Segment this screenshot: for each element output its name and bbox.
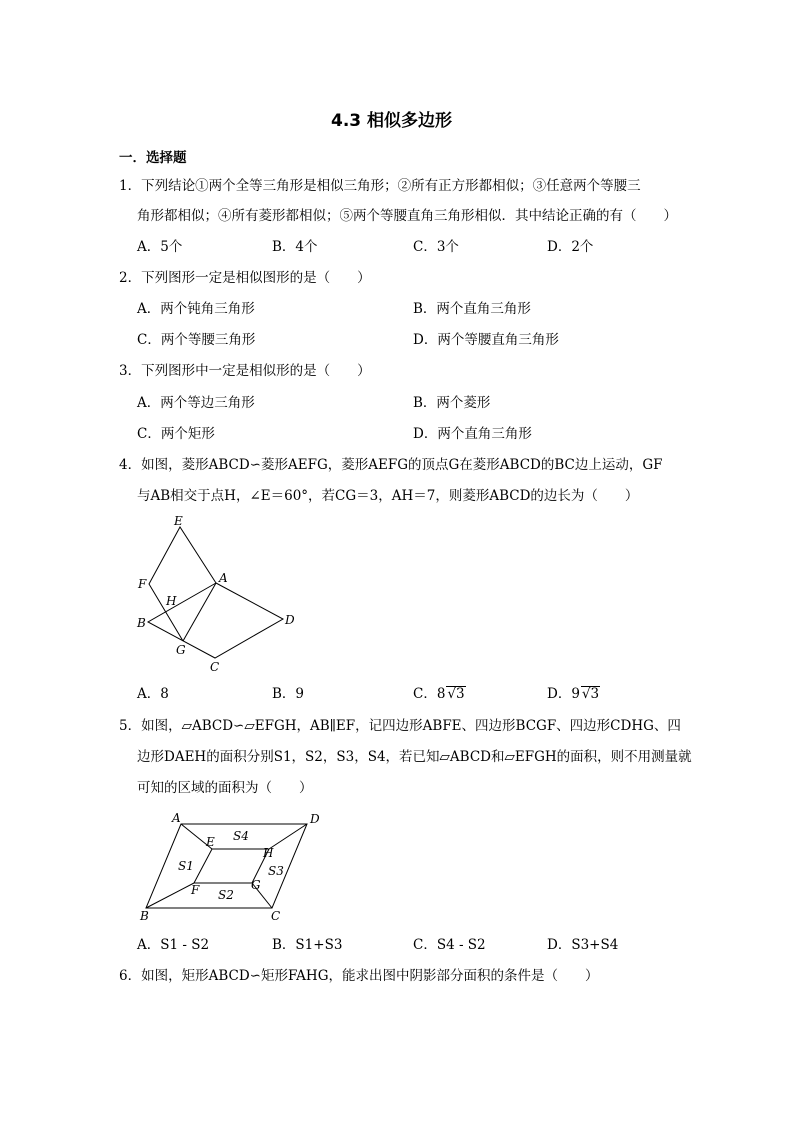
label-b: B	[140, 909, 149, 923]
q4-option-d-prefix: D．9	[547, 686, 580, 702]
q5-option-a[interactable]: A．S1 - S2	[137, 937, 210, 953]
q3-option-a[interactable]: A．两个等边三角形	[137, 395, 255, 411]
q4-option-d[interactable]	[547, 684, 600, 704]
label-s2: S2	[218, 888, 234, 902]
q2-option-c[interactable]: C．两个等腰三角形	[137, 332, 256, 348]
q4-stem-line2: 与AB相交于点H，∠E＝60°，若CG＝3，AH＝7，则菱形ABCD的边长为（ ）	[137, 488, 639, 504]
line-bf	[146, 883, 194, 908]
q1-option-c[interactable]: C．3个	[413, 239, 459, 255]
q5-option-b[interactable]: B．S1+S3	[272, 937, 343, 953]
q4-option-c-prefix: C．8	[413, 686, 446, 702]
q2-option-a[interactable]: A．两个钝角三角形	[137, 301, 255, 317]
label-g: G	[176, 643, 186, 657]
rhombus-aefg-edges	[149, 527, 216, 641]
q6-stem: 6．如图，矩形ABCD∽矩形FAHG，能求出图中阴影部分面积的条件是（ ）	[119, 968, 599, 984]
label-g: G	[251, 878, 261, 892]
section-heading: 一．选择题	[119, 150, 187, 166]
label-d: D	[310, 812, 320, 826]
label-s1: S1	[178, 859, 194, 873]
q2-option-b[interactable]: B．两个直角三角形	[413, 301, 531, 317]
sqrt-radical: √3	[447, 686, 465, 702]
q4-option-c-radicand: 3	[456, 686, 465, 702]
q5-stem-line1: 5．如图，▱ABCD∽▱EFGH，AB∥EF，记四边形ABFE、四边形BCGF、四边形CDHG、四	[119, 718, 681, 734]
q3-option-d[interactable]: D．两个直角三角形	[413, 426, 532, 442]
q5-option-c[interactable]: C．S4 - S2	[413, 937, 486, 953]
q4-option-b[interactable]: B．9	[272, 686, 305, 702]
q2-option-d[interactable]: D．两个等腰直角三角形	[413, 332, 559, 348]
q1-option-b[interactable]: B．4个	[272, 239, 318, 255]
q5-stem-line2: 边形DAEH的面积分别S1，S2，S3，S4，若已知▱ABCD和▱EFGH的面积，则不用测量就	[137, 749, 692, 765]
label-s4: S4	[233, 829, 249, 843]
q5-option-d[interactable]: D．S3+S4	[547, 937, 619, 953]
q5-parallelogram-figure	[135, 805, 335, 925]
q1-option-d[interactable]: D．2个	[547, 239, 594, 255]
label-a: A	[219, 571, 228, 585]
q1-stem-line2: 角形都相似；④所有菱形都相似；⑤两个等腰直角三角形相似．其中结论正确的有（ ）	[137, 208, 677, 224]
line-ag	[183, 583, 216, 641]
q3-stem: 3．下列图形中一定是相似形的是（ ）	[119, 363, 371, 379]
page-title: 4.3 相似多边形	[331, 111, 453, 131]
q4-option-a[interactable]: A．8	[137, 686, 169, 702]
label-e: E	[206, 835, 215, 849]
q3-option-b[interactable]: B．两个菱形	[413, 395, 491, 411]
label-b: B	[137, 616, 146, 630]
label-h: H	[166, 594, 177, 608]
label-s3: S3	[268, 864, 284, 878]
q4-stem-line1: 4．如图，菱形ABCD∽菱形AEFG，菱形AEFG的顶点G在菱形ABCD的BC边上运动，GF	[119, 457, 663, 473]
q2-stem: 2．下列图形一定是相似图形的是（ ）	[119, 270, 371, 286]
q4-rhombus-figure	[130, 510, 310, 680]
sqrt-radical: √3	[581, 686, 600, 702]
label-h: H	[263, 846, 274, 860]
q5-stem-line3: 可知的区域的面积为（ ）	[137, 780, 313, 796]
q4-option-d-radicand: 3	[590, 686, 600, 702]
q1-option-a[interactable]: A．5个	[137, 239, 183, 255]
label-f: F	[138, 577, 147, 591]
label-c: C	[271, 909, 281, 923]
q3-option-c[interactable]: C．两个矩形	[137, 426, 215, 442]
q4-option-c[interactable]	[413, 684, 466, 704]
label-a: A	[172, 811, 181, 825]
q1-stem-line1: 1．下列结论①两个全等三角形是相似三角形；②所有正方形都相似；③任意两个等腰三	[119, 178, 641, 194]
label-d: D	[285, 613, 295, 627]
label-f: F	[191, 883, 200, 897]
label-c: C	[210, 660, 220, 674]
label-e: E	[174, 514, 183, 528]
